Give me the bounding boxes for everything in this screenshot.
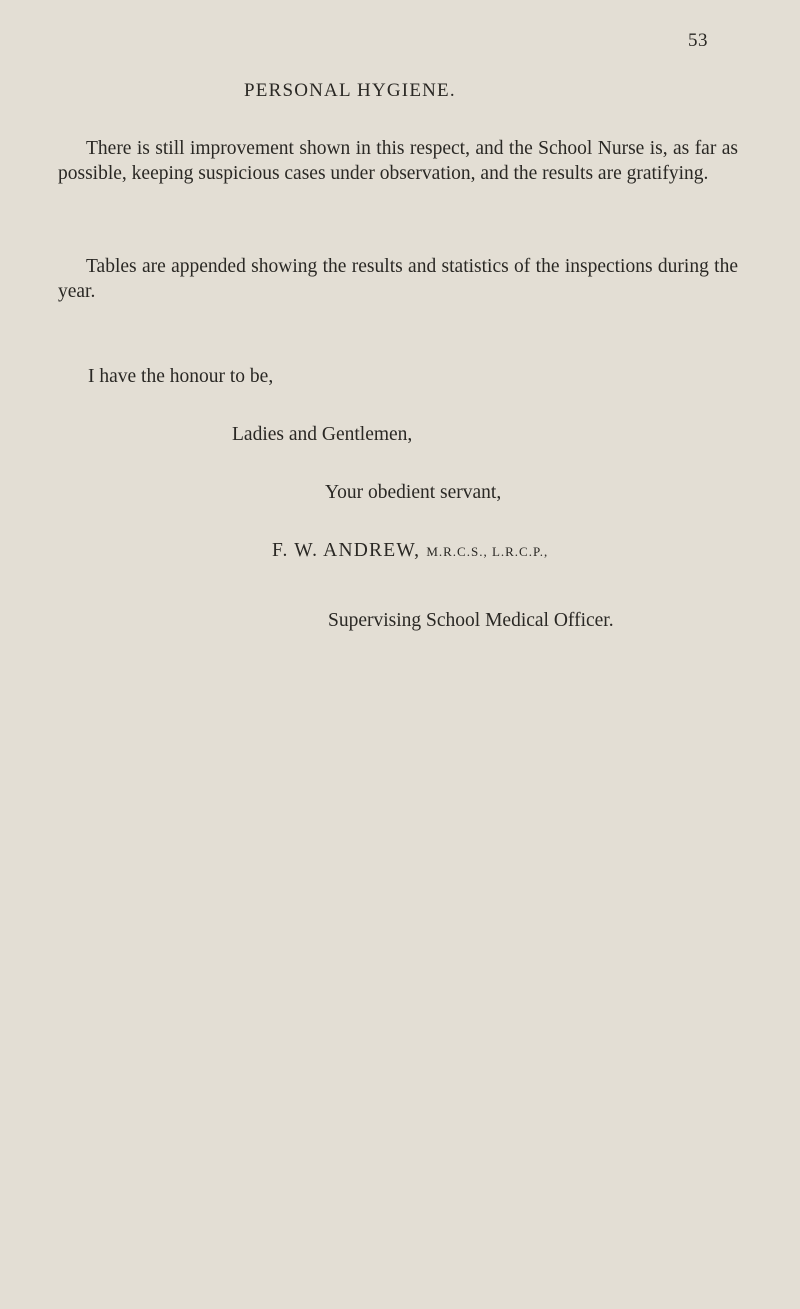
closing-line-servant: Your obedient servant, [325,482,502,503]
signature-qualifications: M.R.C.S., L.R.C.P., [426,544,549,559]
signature-line [272,540,548,562]
signature-role: Supervising School Medical Officer. [328,610,614,631]
body-paragraph-1: There is still improvement shown in this respect, and the School Nurse is, as far as possible, keeping suspicious cases under observation, and the results are gratifying. [58,138,738,184]
body-paragraph-2: Tables are appended showing the results and statistics of the inspections during the year. [58,256,738,302]
closing-line-honour: I have the honour to be, [88,366,274,387]
closing-line-address: Ladies and Gentlemen, [232,424,413,445]
signature-name: F. W. ANDREW, [272,540,421,561]
page-number: 53 [688,30,708,51]
section-title: PERSONAL HYGIENE. [244,80,456,101]
